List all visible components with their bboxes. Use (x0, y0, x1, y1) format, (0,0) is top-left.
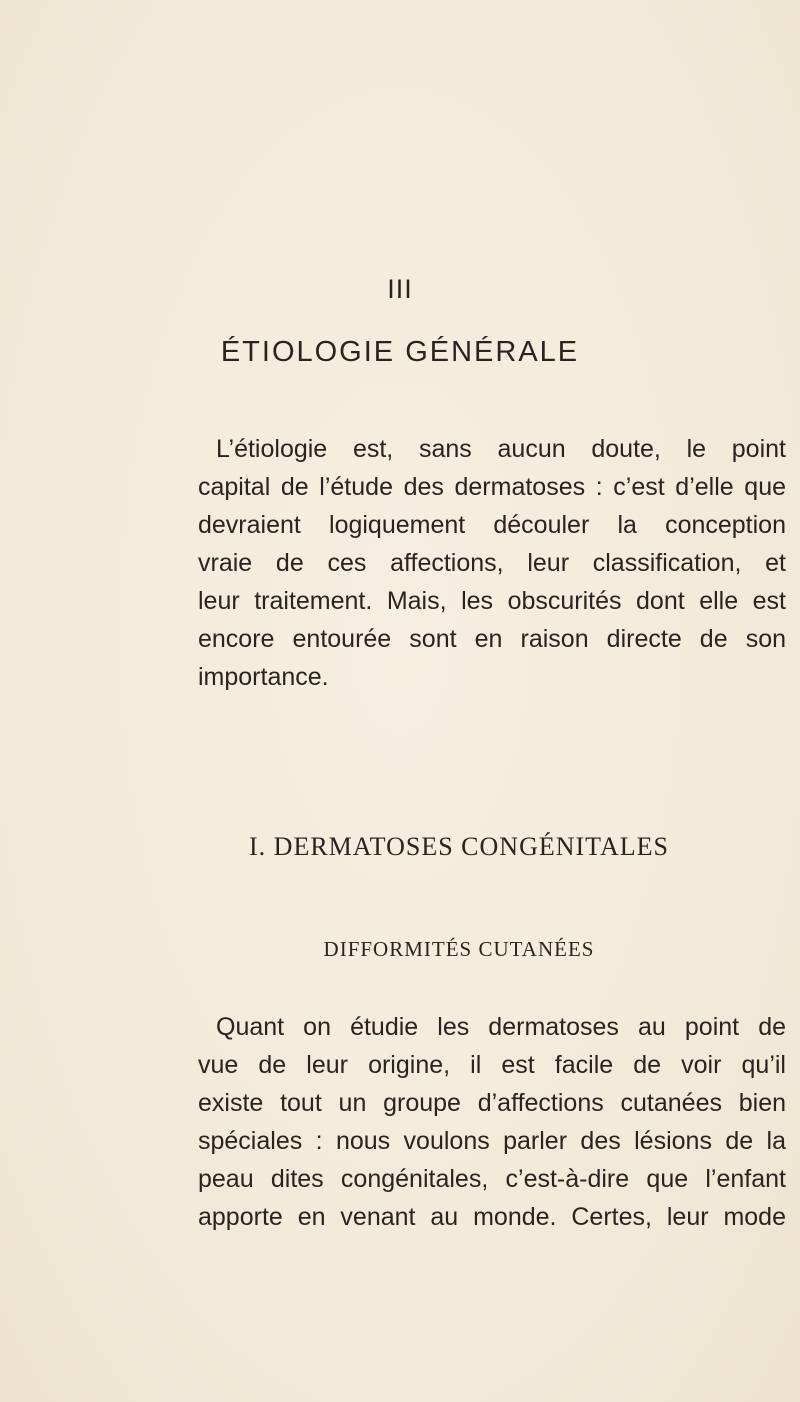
section-title: I. DERMATOSES CONGÉNITALES (249, 832, 669, 861)
body-line-6: apporte en venant au monde. Certes, leur mode (198, 1203, 786, 1231)
body-line-4: spéciales : nous voulons parler des lésions de la (198, 1127, 786, 1155)
intro-line-1: L’étiologie est, sans aucun doute, le point (216, 435, 786, 463)
body-paragraph (198, 1008, 786, 1236)
intro-line-5: leur traitement. Mais, les obscurités dont elle est (198, 587, 786, 615)
body-line-1: Quant on étudie les dermatoses au point de (216, 1013, 786, 1041)
body-line-5: peau dites congénitales, c’est-à-dire que l’enfant (198, 1165, 786, 1193)
chapter-number: III (387, 274, 413, 304)
intro-line-2: capital de l’étude des dermatoses : c’est d’elle que (198, 473, 786, 501)
intro-paragraph (198, 430, 786, 696)
chapter-title: ÉTIOLOGIE GÉNÉRALE (220, 336, 580, 368)
intro-line-3: devraient logiquement découler la conception (198, 511, 786, 539)
body-line-3: existe tout un groupe d’affections cutanées bien (198, 1089, 786, 1117)
intro-line-6: encore entourée sont en raison directe de son (198, 625, 786, 653)
intro-line-7: importance. (198, 663, 329, 691)
body-line-2: vue de leur origine, il est facile de voir qu’il (198, 1051, 786, 1079)
intro-line-4: vraie de ces affections, leur classification, et (198, 549, 786, 577)
subsection-title: DIFFORMITÉS CUTANÉES (323, 937, 595, 961)
